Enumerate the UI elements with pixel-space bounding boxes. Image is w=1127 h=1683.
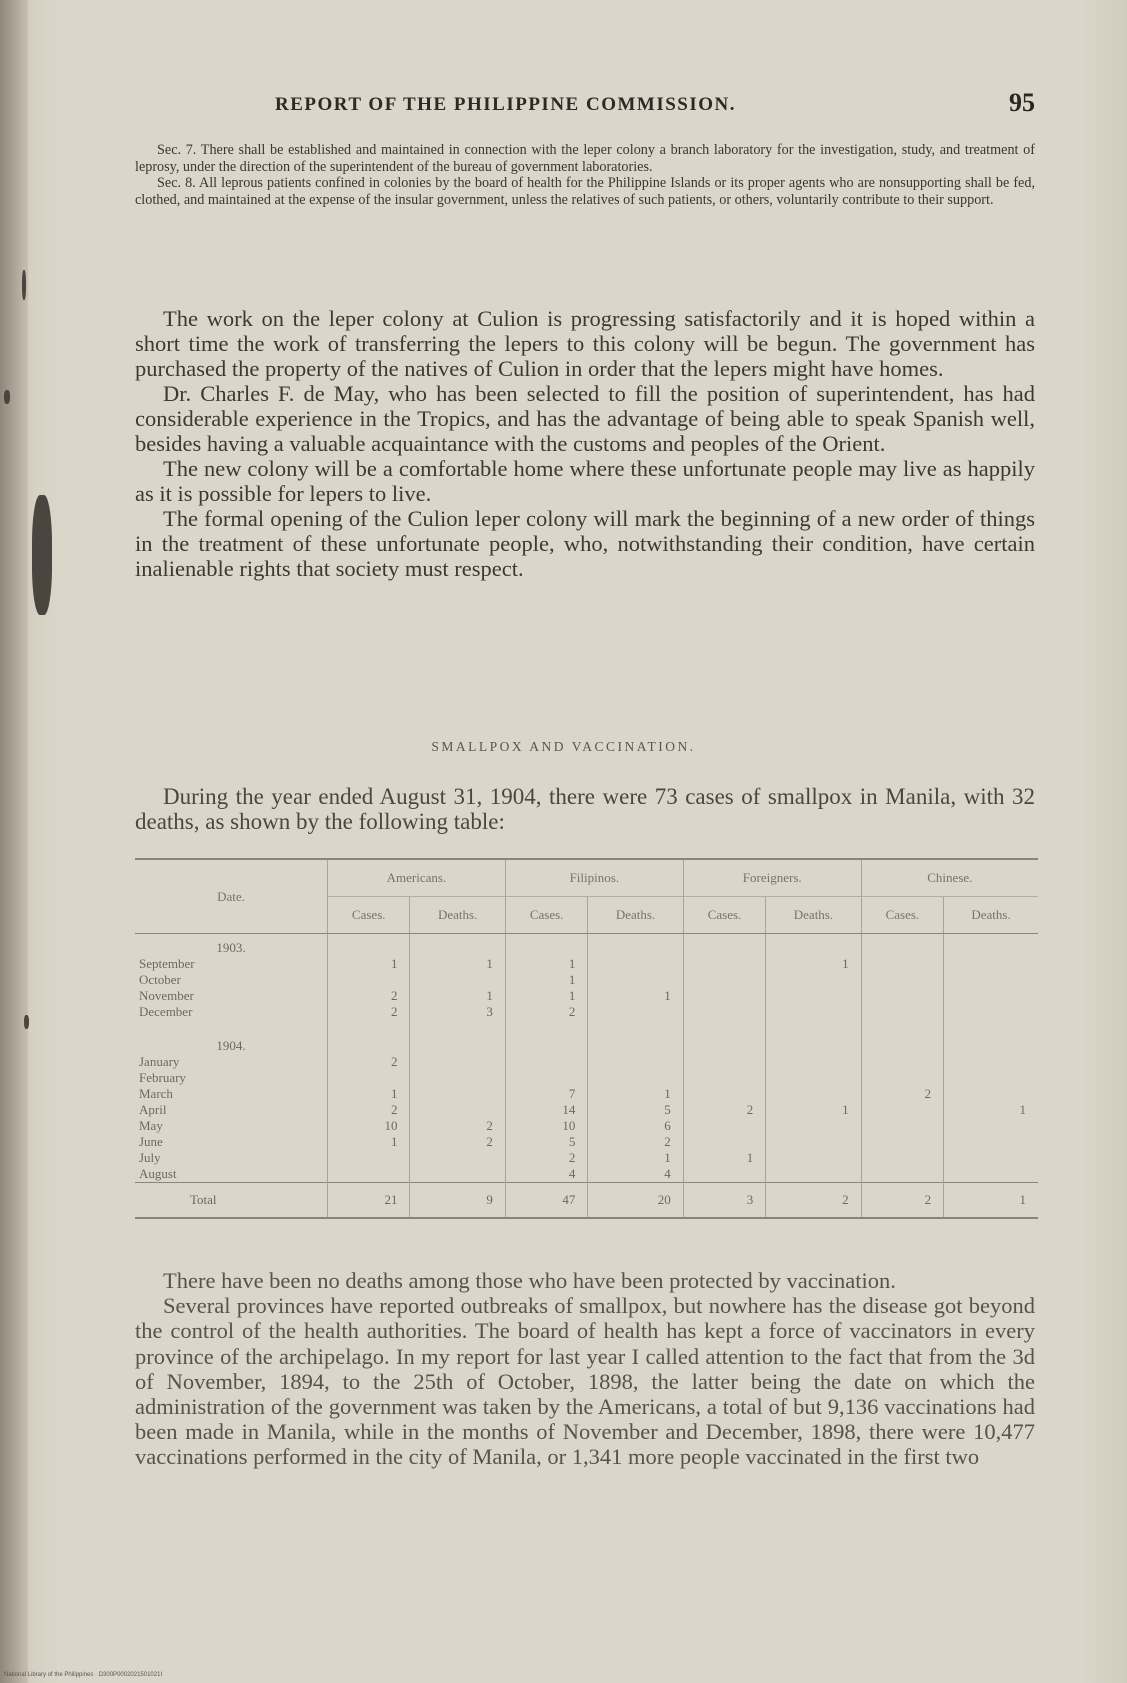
table-cell	[944, 1004, 1038, 1020]
total-cell: 21	[328, 1183, 410, 1219]
month-label: August	[139, 1166, 177, 1181]
table-cell	[944, 972, 1038, 988]
table-cell	[766, 1054, 861, 1070]
table-cell	[683, 956, 765, 972]
book-spine-shadow	[0, 0, 28, 1683]
table-cell	[328, 972, 410, 988]
section-8: Sec. 8. All leprous patients confined in colonies by the board of health for the Philippine Islands or its proper agents who are nonsupporting shall be fed, clothed, and maintained at the expense of the insular government, unless the relatives of such patients, or others, voluntarily contribute to their support.	[135, 175, 1035, 208]
table-cell: 1	[588, 1150, 683, 1166]
running-header	[135, 88, 1035, 122]
table-cell	[683, 1086, 765, 1102]
table-cell	[410, 1166, 505, 1183]
table-cell: 2	[328, 1102, 410, 1118]
year-label: 1903.	[216, 940, 246, 955]
table-row	[135, 988, 1038, 1004]
table-cell: 1	[944, 1102, 1038, 1118]
table-cell	[944, 956, 1038, 972]
month-label: September	[139, 956, 195, 971]
table-cell	[410, 1086, 505, 1102]
table-cell	[410, 972, 505, 988]
scan-footer: National Library of the Philippines · D300P0002021501021I	[4, 1672, 163, 1678]
table-cell	[683, 1166, 765, 1183]
table-cell: 2	[861, 1086, 943, 1102]
table-cell	[944, 988, 1038, 1004]
month-label: January	[139, 1054, 180, 1069]
table-cell	[861, 988, 943, 1004]
group-header-chinese: Chinese.	[861, 859, 1038, 897]
table-cell	[861, 1004, 943, 1020]
table-cell	[410, 1070, 505, 1086]
table-cell	[588, 956, 683, 972]
paragraph: There have been no deaths among those who have been protected by vaccination.	[163, 1268, 896, 1293]
total-cell: 9	[410, 1183, 505, 1219]
table-cell: 2	[588, 1134, 683, 1150]
year-row	[135, 934, 1038, 957]
total-label: Total	[135, 1183, 328, 1219]
body-text-top	[135, 306, 1035, 581]
table-row	[135, 972, 1038, 988]
table-cell: 1	[328, 1134, 410, 1150]
table-cell	[861, 1166, 943, 1183]
table-cell: 1	[328, 1086, 410, 1102]
table-cell	[683, 1070, 765, 1086]
table-cell: 7	[505, 1086, 587, 1102]
table-cell	[505, 1054, 587, 1070]
table-row	[135, 1004, 1038, 1020]
sub-header-cases: Cases.	[683, 897, 765, 934]
table-row	[135, 1102, 1038, 1118]
table-cell: 2	[505, 1004, 587, 1020]
empty-cell	[766, 1032, 861, 1054]
table-cell: 5	[505, 1134, 587, 1150]
table-cell: 2	[505, 1150, 587, 1166]
month-label: December	[139, 1004, 193, 1019]
statute-sections	[135, 142, 1035, 208]
table-row	[135, 1166, 1038, 1183]
table-row	[135, 1070, 1038, 1086]
table-cell	[944, 1118, 1038, 1134]
table-cell: 3	[410, 1004, 505, 1020]
table-cell	[766, 1086, 861, 1102]
total-cell: 3	[683, 1183, 765, 1219]
month-label: May	[139, 1118, 163, 1133]
empty-cell	[944, 934, 1038, 957]
paragraph: The new colony will be a comfortable home where these unfortunate people may live as happily as it is possible for lepers to live.	[135, 456, 1035, 506]
table-cell: 5	[588, 1102, 683, 1118]
table-cell: 1	[766, 1102, 861, 1118]
table-cell	[410, 1150, 505, 1166]
table-cell	[766, 1118, 861, 1134]
sub-header-cases: Cases.	[328, 897, 410, 934]
spacer-row	[135, 1020, 1038, 1032]
table-cell: 2	[410, 1118, 505, 1134]
month-label: July	[139, 1150, 161, 1165]
table-cell	[328, 1150, 410, 1166]
table-intro: During the year ended August 31, 1904, there were 73 cases of smallpox in Manila, with 32 deaths, as shown by the following table:	[135, 784, 1035, 834]
empty-cell	[410, 934, 505, 957]
table-cell	[588, 1070, 683, 1086]
empty-cell	[944, 1032, 1038, 1054]
body-text-bottom	[135, 1268, 1035, 1470]
table-cell: 2	[328, 988, 410, 1004]
total-cell: 1	[944, 1183, 1038, 1219]
table-cell	[766, 1166, 861, 1183]
table-cell: 1	[328, 956, 410, 972]
total-cell: 47	[505, 1183, 587, 1219]
table-cell	[410, 1102, 505, 1118]
empty-cell	[683, 934, 765, 957]
month-label: March	[139, 1086, 173, 1101]
table-row	[135, 1134, 1038, 1150]
table-cell: 1	[505, 972, 587, 988]
month-label: June	[139, 1134, 163, 1149]
table-cell: 6	[588, 1118, 683, 1134]
table-cell: 1	[410, 956, 505, 972]
table-cell	[328, 1166, 410, 1183]
table-cell	[766, 1150, 861, 1166]
table-cell: 4	[505, 1166, 587, 1183]
total-cell: 2	[766, 1183, 861, 1219]
table-cell	[505, 1070, 587, 1086]
sub-header-deaths: Deaths.	[410, 897, 505, 934]
total-row	[135, 1183, 1038, 1219]
table-cell	[328, 1070, 410, 1086]
table-cell	[861, 956, 943, 972]
table-cell	[410, 1054, 505, 1070]
sub-header-cases: Cases.	[861, 897, 943, 934]
table-cell	[944, 1054, 1038, 1070]
table-cell	[683, 1054, 765, 1070]
empty-cell	[861, 934, 943, 957]
table-cell: 2	[328, 1054, 410, 1070]
table-cell: 4	[588, 1166, 683, 1183]
table-cell: 2	[328, 1004, 410, 1020]
table-cell	[861, 1118, 943, 1134]
empty-cell	[505, 934, 587, 957]
empty-cell	[328, 934, 410, 957]
total-cell: 2	[861, 1183, 943, 1219]
table-cell	[683, 988, 765, 1004]
paragraph: The formal opening of the Culion leper colony will mark the beginning of a new order of things in the treatment of these unfortunate people, who, notwithstanding their condition, have certain inalienable rights that society must respect.	[135, 506, 1035, 581]
empty-cell	[588, 934, 683, 957]
ink-blot	[22, 270, 26, 300]
table-cell	[861, 1070, 943, 1086]
table-cell: 1	[683, 1150, 765, 1166]
empty-cell	[683, 1032, 765, 1054]
table-cell	[588, 972, 683, 988]
page-title: REPORT OF THE PHILIPPINE COMMISSION.	[275, 94, 737, 115]
table-row	[135, 1150, 1038, 1166]
table-cell: 2	[683, 1102, 765, 1118]
table-cell: 1	[588, 988, 683, 1004]
sub-header-deaths: Deaths.	[588, 897, 683, 934]
month-label: February	[139, 1070, 186, 1085]
table-cell: 10	[328, 1118, 410, 1134]
table-cell	[944, 1166, 1038, 1183]
sub-header-deaths: Deaths.	[766, 897, 861, 934]
smallpox-table	[135, 858, 1038, 1244]
empty-cell	[588, 1032, 683, 1054]
group-header-filipinos: Filipinos.	[505, 859, 683, 897]
table-cell	[861, 972, 943, 988]
group-header-americans: Americans.	[328, 859, 506, 897]
table-cell: 1	[505, 956, 587, 972]
table-cell	[944, 1086, 1038, 1102]
paragraph: Several provinces have reported outbreaks of smallpox, but nowhere has the disease got beyond the control of the health authorities. The board of health has kept a force of vaccinators in every province of the archipelago. In my report for last year I called attention to the fact that from the 3d of November, 1894, to the 25th of October, 1898, the latter being the date on which the administration of the government was taken by the Americans, a total of but 9,136 vaccinations had been made in Manila, while in the months of November and December, 1898, there were 10,477 vaccinations performed in the city of Manila, or 1,341 more people vaccinated in the first two	[135, 1293, 1035, 1470]
sub-header-cases: Cases.	[505, 897, 587, 934]
table-cell	[588, 1054, 683, 1070]
year-label: 1904.	[216, 1038, 246, 1053]
table-cell: 1	[505, 988, 587, 1004]
table-cell	[766, 972, 861, 988]
empty-cell	[328, 1032, 410, 1054]
table-cell	[588, 1004, 683, 1020]
table-cell: 1	[766, 956, 861, 972]
table-cell	[766, 1134, 861, 1150]
table-cell	[683, 972, 765, 988]
table-cell	[766, 1070, 861, 1086]
table-cell: 1	[588, 1086, 683, 1102]
sub-header-deaths: Deaths.	[944, 897, 1038, 934]
table-cell	[944, 1134, 1038, 1150]
table-cell	[683, 1118, 765, 1134]
table-row	[135, 1118, 1038, 1134]
year-row	[135, 1032, 1038, 1054]
empty-cell	[410, 1032, 505, 1054]
table-cell	[861, 1134, 943, 1150]
table-cell	[944, 1070, 1038, 1086]
table-row	[135, 1054, 1038, 1070]
table-row	[135, 956, 1038, 972]
total-cell: 20	[588, 1183, 683, 1219]
table-cell	[683, 1134, 765, 1150]
empty-cell	[766, 934, 861, 957]
date-column-header: Date.	[135, 859, 328, 934]
page-number: 95	[1009, 88, 1035, 117]
ink-blot	[32, 495, 52, 615]
month-label: April	[139, 1102, 167, 1117]
empty-cell	[505, 1032, 587, 1054]
ink-blot	[4, 390, 10, 404]
table-cell: 2	[410, 1134, 505, 1150]
table-row	[135, 1086, 1038, 1102]
table-cell: 1	[410, 988, 505, 1004]
month-label: November	[139, 988, 194, 1003]
group-header-foreigners: Foreigners.	[683, 859, 861, 897]
section-7: Sec. 7. There shall be established and maintained in connection with the leper colony a branch laboratory for the investigation, study, and treatment of leprosy, under the direction of the superintendent of the bureau of government laboratories.	[135, 142, 1035, 175]
table-cell	[766, 988, 861, 1004]
table-cell	[861, 1102, 943, 1118]
empty-cell	[861, 1032, 943, 1054]
table-cell: 10	[505, 1118, 587, 1134]
table-cell	[683, 1004, 765, 1020]
month-label: October	[139, 972, 181, 987]
paragraph: The work on the leper colony at Culion is progressing satisfactorily and it is hoped within a short time the work of transferring the lepers to this colony will be begun. The government has purchased the property of the natives of Culion in order that the lepers might have homes.	[135, 306, 1035, 381]
table-cell	[861, 1150, 943, 1166]
table-cell	[944, 1150, 1038, 1166]
table-cell: 14	[505, 1102, 587, 1118]
ink-blot	[24, 1015, 29, 1029]
section-heading: SMALLPOX AND VACCINATION.	[431, 739, 696, 754]
table-cell	[861, 1054, 943, 1070]
paragraph: Dr. Charles F. de May, who has been selected to fill the position of superintendent, has had considerable experience in the Tropics, and has the advantage of being able to speak Spanish well, besides having a valuable acquaintance with the customs and peoples of the Orient.	[135, 381, 1035, 456]
table-cell	[766, 1004, 861, 1020]
